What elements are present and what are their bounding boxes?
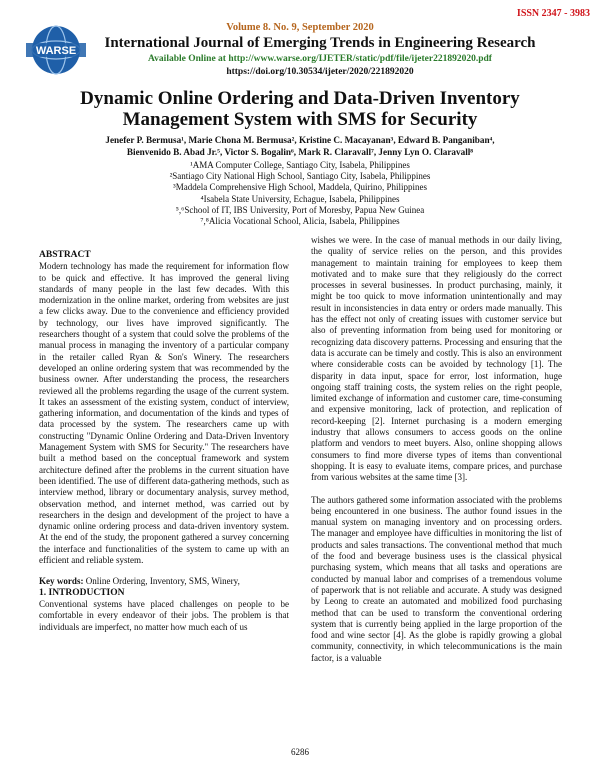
- paper-title-line: Management System with SMS for Security: [122, 109, 478, 130]
- introduction-text-left: Conventional systems have placed challenges on people to be comfortable in every endeavor of their jobs. The problem is that individuals are imperfect, no matter how much each of us: [39, 598, 289, 632]
- keywords: [39, 576, 289, 587]
- introduction-paragraph: The authors gathered some information associated with the problems being encountered in one business. The author found issues in the manual system on managing inventory and on processing orders. The manager and employee have difficulties in monitoring the list of products and sales transactions. The conventional method that much of the food and beverage business uses is the classical physical purchasing system, which means that all tasks and operations are conducted by manual labor and comprises of a tremendous volume of paperwork that is not reliable and accurate. A study was designed by Leong to create an automated and mobilized food purchasing method that can be used to transform the conventional ordering system that is currently being applied in the large proportion of the food and wine sector [4]. As the globe is rapidly growing a global community, connectivity, in which telecommunications is the main factor, is a valuable: [311, 494, 562, 663]
- page-number: 6286: [291, 747, 309, 757]
- introduction-heading: 1. INTRODUCTION: [39, 587, 125, 598]
- abstract-heading: ABSTRACT: [39, 250, 91, 260]
- authors-line: Bienvenido B. Abad Jr.⁵, Victor S. Bogalin⁶, Mark R. Claravall⁷, Jenny Lyn O. Claravall⁸: [126, 147, 474, 157]
- available-online-link[interactable]: Available Online at http://www.warse.org/IJETER/static/pdf/file/ijeter221892020.pdf: [148, 54, 492, 64]
- paper-title: [40, 88, 560, 130]
- affiliation: ²Santiago City National High School, Santiago City, Isabela, Philippines: [169, 171, 431, 182]
- journal-title: International Journal of Emerging Trends in Engineering Research: [104, 35, 536, 51]
- affiliations: [40, 160, 560, 227]
- affiliation: ³Maddela Comprehensive High School, Maddela, Quirino, Philippines: [173, 182, 427, 193]
- affiliation: ⁷,⁸Alicia Vocational School, Alicia, Isabela, Philippines: [200, 216, 400, 227]
- left-column: [39, 250, 289, 633]
- affiliation: ¹AMA Computer College, Santiago City, Isabela, Philippines: [190, 160, 410, 170]
- affiliation: ⁵,⁶School of IT, IBS University, Port of Moresby, Papua New Guinea: [175, 204, 425, 215]
- right-column: [311, 235, 562, 664]
- issn: ISSN 2347 - 3983: [516, 8, 590, 19]
- abstract-text: Modern technology has made the requirement for information flow to be quick and effective. It has improved the general living standards of many people in the last few decades. With this modernization in the online market, ordering from websites are just a few clicks away. Due to the convenience and efficiency provided by technology, our lives have improved significantly. The researchers thought of a system that could solve the problems of the manual process in managing the inventory of a particular company in the retailer called Ryan & Son's Winery. The researchers developed an online ordering system that was recommended by the business owner. After understanding the process, the researchers reviewed all the problems regarding the usage of the current system. It takes an assessment of the existing system, conduct of interview, gathering information, and documentation of the kinds and types of data processed by the system. The researchers came up with constructing "Dynamic Online Ordering and Data-Driven Inventory Management System with SMS for Security." The researchers have built a method based on the conceptual framework and system architecture defined after the problems in the current situation have been identified. The use of different data-gathering methods, such as interview method, library or documentary analysis, survey method, observation method, and internet method, was carried out by researchers in the design and development of the project to have a dynamic online ordering process and data-driven inventory system. At the end of the study, the proponent gathered a survey concerning the interface and functionalities of the system to came up with an efficient and reliable system.: [39, 261, 289, 566]
- doi-link[interactable]: https://doi.org/10.30534/ijeter/2020/221892020: [226, 67, 414, 77]
- affiliation: ⁴Isabela State University, Echague, Isabela, Philippines: [200, 193, 400, 204]
- author-list: [40, 134, 560, 158]
- keywords-label: Key words:: [39, 576, 84, 587]
- volume-info: Volume 8. No. 9, September 2020: [226, 22, 374, 33]
- keywords-text: Online Ordering, Inventory, SMS, Winery,: [85, 576, 240, 587]
- logo-text: WARSE: [35, 45, 77, 57]
- paper-title-line: Dynamic Online Ordering and Data-Driven Inventory: [80, 88, 520, 109]
- authors-line: Jenefer P. Bermusa¹, Marie Chona M. Bermusa², Kristine C. Macayanan³, Edward B. Panganiban⁴,: [105, 135, 495, 145]
- introduction-paragraph: wishes we were. In the case of manual methods in our daily living, the quality of service relies on the person, and this provides management to maintain training for employees to keep them motivated and to make sure that they religiously do the correct processes in several businesses. In product purchasing, mainly, it might be too quick to move information unintentionally and may result in inconsistencies in data entry or orders made manually. This has the effect not only of creating issues with customer service but also of preventing information from being used for monitoring or recognizing data discovery patterns. Processing and ensuring that the data is accurate can be timely and costly. This is also an environment where considerable costs can be avoided by technology [1]. The disparity in data input, space for error, lost information, huge ongoing staff training costs, the system relies on the right people, limited exchange of information and customer care, time-consuming and expensive monitoring, lack of protection, and replication of record-keeping [2]. Internet purchasing is a modern emerging industry that allows consumers to access goods on the online platform and vendors to meet buyers. Also, online shopping allows consumers to find more diverse types of items than conventional shopping. It is easy to evaluate items, compare prices, and purchase from various websites at the same time [3].: [311, 235, 562, 483]
